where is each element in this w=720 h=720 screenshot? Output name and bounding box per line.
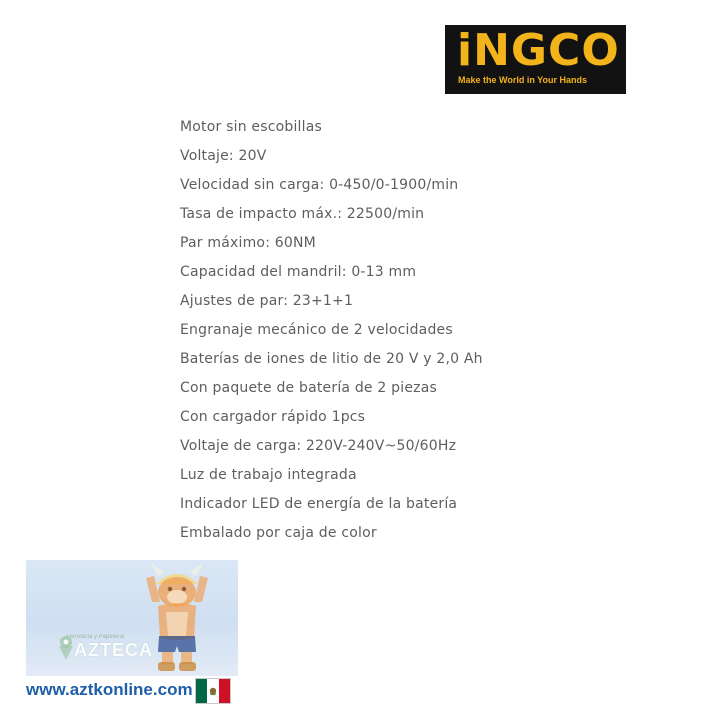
feature-item: Luz de trabajo integrada xyxy=(180,467,357,483)
feature-list xyxy=(180,113,483,548)
feature-item: Motor sin escobillas xyxy=(180,119,323,135)
mexico-flag-icon xyxy=(195,678,231,704)
feature-item: Par máximo: 60NM xyxy=(180,235,316,251)
website-link[interactable]: www.aztkonline.com xyxy=(26,680,193,699)
feature-item: Con cargador rápido 1pcs xyxy=(180,409,366,425)
ingco-logo xyxy=(445,25,626,94)
logo-wordmark: iNGCO xyxy=(457,25,620,76)
azteca-brand-card xyxy=(26,560,238,676)
logo-tagline: Make the World in Your Hands xyxy=(458,75,588,85)
feature-item: Voltaje: 20V xyxy=(180,148,267,164)
brand-name: AZTECA xyxy=(74,640,153,660)
feature-item: Velocidad sin carga: 0-450/0-1900/min xyxy=(180,177,459,193)
feature-item: Ajustes de par: 23+1+1 xyxy=(180,293,354,309)
feature-item: Baterías de iones de litio de 20 V y 2,0 Ah xyxy=(180,351,483,367)
feature-item: Con paquete de batería de 2 piezas xyxy=(180,380,437,396)
feature-item: Indicador LED de energía de la batería xyxy=(180,496,458,512)
feature-item: Engranaje mecánico de 2 velocidades xyxy=(180,322,453,338)
feature-item: Tasa de impacto máx.: 22500/min xyxy=(180,206,425,222)
feature-item: Embalado por caja de color xyxy=(180,525,377,541)
feature-item: Capacidad del mandril: 0-13 mm xyxy=(180,264,417,280)
fox-mascot-icon xyxy=(144,562,210,674)
brand-subtitle: Ferretería y Papelería xyxy=(66,634,125,640)
feature-item: Voltaje de carga: 220V-240V~50/60Hz xyxy=(180,438,457,454)
